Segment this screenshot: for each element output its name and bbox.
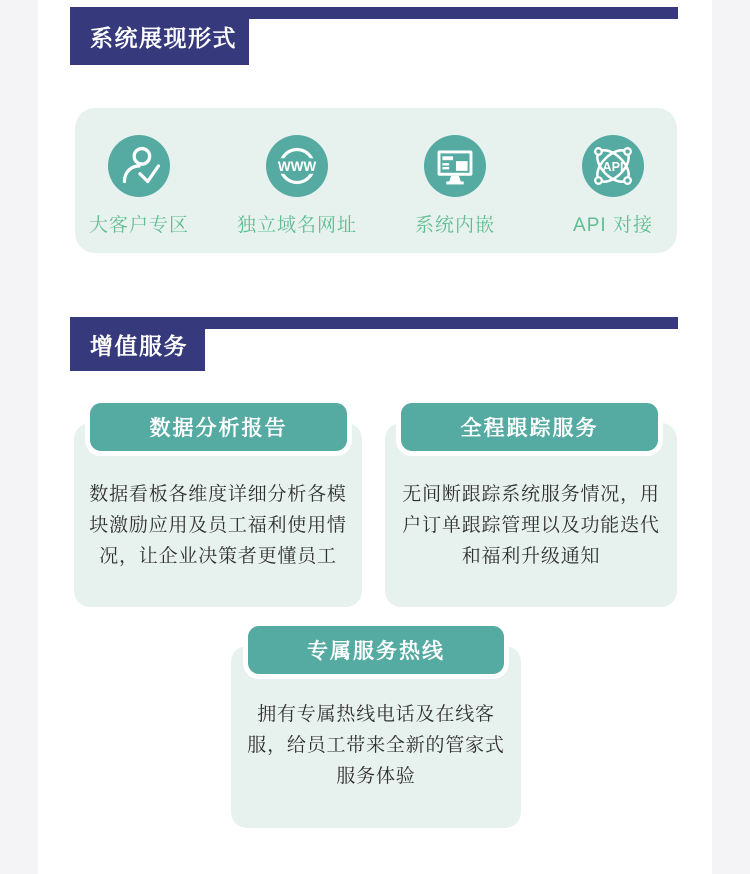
feature-major-client xyxy=(75,135,203,237)
section-services-title-label: 增值服务 xyxy=(90,332,188,359)
svg-text:WWW: WWW xyxy=(277,158,317,174)
feature-api xyxy=(549,135,677,237)
svg-text:API: API xyxy=(602,159,624,174)
card-body-text: 数据看板各维度详细分析各模 块激励应用及员工福利使用情 况，让企业决策者更懂员工 xyxy=(89,484,347,567)
section-display-title xyxy=(70,7,249,65)
feature-embed xyxy=(391,135,519,237)
feature-domain xyxy=(233,135,361,237)
www-globe-icon xyxy=(266,135,328,197)
feature-label: API 对接 xyxy=(573,215,653,236)
card-body-text: 拥有专属热线电话及在线客 服，给员工带来全新的管家式 服务体验 xyxy=(247,704,505,787)
monitor-icon xyxy=(424,135,486,197)
section-display-title-label: 系统展现形式 xyxy=(90,24,237,51)
feature-label: 独立域名网址 xyxy=(236,215,357,236)
feature-label: 系统内嵌 xyxy=(414,215,495,236)
card-title-tracking-service: 全程跟踪服务 xyxy=(396,398,663,456)
api-atom-icon xyxy=(582,135,644,197)
card-title-hotline: 专属服务热线 xyxy=(243,621,509,679)
card-title-data-report: 数据分析报告 xyxy=(85,398,352,456)
display-forms-panel xyxy=(75,108,677,253)
feature-label: 大客户专区 xyxy=(88,215,189,236)
card-body-text: 无间断跟踪系统服务情况，用 户订单跟踪管理以及功能迭代 和福利升级通知 xyxy=(402,484,660,567)
section-services-title xyxy=(70,317,205,371)
user-check-icon xyxy=(108,135,170,197)
